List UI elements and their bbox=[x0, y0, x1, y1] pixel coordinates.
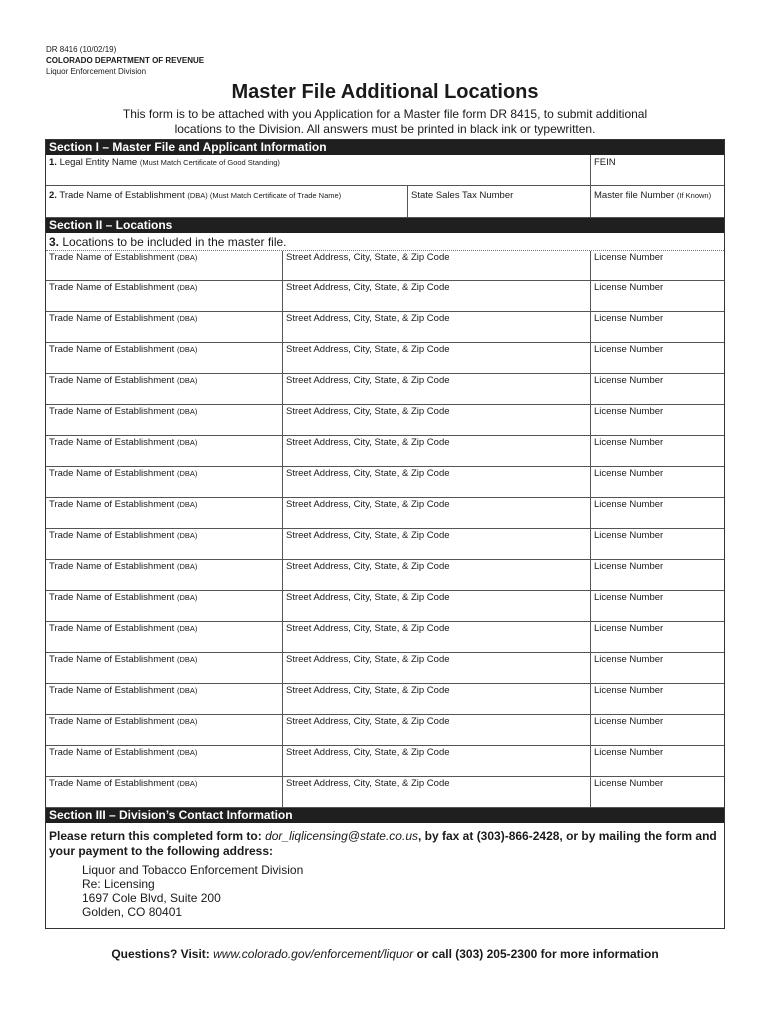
license-number-cell[interactable] bbox=[591, 251, 724, 281]
trade-name-label: Trade Name of Establishment bbox=[59, 190, 185, 201]
contact-instructions bbox=[49, 829, 719, 859]
license-number-cell[interactable] bbox=[591, 374, 724, 404]
table-row bbox=[46, 715, 724, 746]
license-number-col-label: License Number bbox=[594, 468, 664, 479]
intro-line-2: locations to the Division. All answers must be printed in black ink or typewritten. bbox=[174, 122, 596, 136]
fein-label: FEIN bbox=[594, 157, 616, 168]
section-3-header: Section III – Division’s Contact Information bbox=[46, 808, 724, 823]
street-address-cell[interactable] bbox=[283, 591, 591, 621]
trade-name-note: (DBA) (Must Match Certificate of Trade Name) bbox=[187, 191, 342, 200]
department-name: COLORADO DEPARTMENT OF REVENUE bbox=[46, 56, 205, 65]
license-number-col-label: License Number bbox=[594, 437, 664, 448]
trade-name-col-note: (DBA) bbox=[176, 655, 198, 664]
address-line-4: Golden, CO 80401 bbox=[82, 905, 183, 919]
fein-field[interactable] bbox=[591, 155, 724, 186]
trade-name-col-label: Trade Name of Establishment bbox=[49, 344, 175, 355]
license-number-col-label: License Number bbox=[594, 778, 664, 789]
trade-name-col-label: Trade Name of Establishment bbox=[49, 747, 175, 758]
trade-name-col-label: Trade Name of Establishment bbox=[49, 530, 175, 541]
license-number-cell[interactable] bbox=[591, 467, 724, 497]
footer-lead: Questions? Visit: bbox=[111, 947, 210, 961]
legal-entity-name-field[interactable] bbox=[46, 155, 591, 186]
trade-name-col-note: (DBA) bbox=[176, 407, 198, 416]
license-number-col-label: License Number bbox=[594, 375, 664, 386]
street-address-cell[interactable] bbox=[283, 746, 591, 776]
trade-name-col-label: Trade Name of Establishment bbox=[49, 406, 175, 417]
intro-line-1: This form is to be attached with you Application for a Master file form DR 8415, to submit additional bbox=[122, 107, 648, 121]
section-2-header: Section II – Locations bbox=[46, 218, 724, 233]
license-number-cell[interactable] bbox=[591, 343, 724, 373]
trade-name-col-label: Trade Name of Establishment bbox=[49, 685, 175, 696]
trade-name-col-label: Trade Name of Establishment bbox=[49, 716, 175, 727]
trade-name-col-label: Trade Name of Establishment bbox=[49, 561, 175, 572]
trade-name-col-note: (DBA) bbox=[176, 717, 198, 726]
street-address-cell[interactable] bbox=[283, 251, 591, 281]
trade-name-cell[interactable] bbox=[46, 746, 283, 776]
table-row bbox=[46, 467, 724, 498]
address-line-3: 1697 Cole Blvd, Suite 200 bbox=[82, 891, 221, 905]
street-address-col-label: Street Address, City, State, & Zip Code bbox=[286, 716, 450, 727]
trade-name-field[interactable] bbox=[46, 186, 408, 218]
street-address-col-label: Street Address, City, State, & Zip Code bbox=[286, 778, 450, 789]
trade-name-cell[interactable] bbox=[46, 312, 283, 342]
table-row bbox=[46, 498, 724, 529]
trade-name-cell[interactable] bbox=[46, 498, 283, 528]
trade-name-cell[interactable] bbox=[46, 281, 283, 311]
mailing-address bbox=[82, 863, 303, 919]
master-file-number-label: Master file Number bbox=[594, 190, 675, 201]
trade-name-col-note: (DBA) bbox=[176, 624, 198, 633]
license-number-cell[interactable] bbox=[591, 405, 724, 435]
trade-name-cell[interactable] bbox=[46, 684, 283, 714]
trade-name-col-note: (DBA) bbox=[176, 345, 198, 354]
street-address-cell[interactable] bbox=[283, 343, 591, 373]
trade-name-cell[interactable] bbox=[46, 467, 283, 497]
license-number-cell[interactable] bbox=[591, 746, 724, 776]
street-address-cell[interactable] bbox=[283, 715, 591, 745]
address-line-2: Re: Licensing bbox=[82, 877, 155, 891]
street-address-col-label: Street Address, City, State, & Zip Code bbox=[286, 654, 450, 665]
table-row bbox=[46, 405, 724, 436]
address-line-1: Liquor and Tobacco Enforcement Division bbox=[82, 863, 304, 877]
footer-rest: or call (303) 205-2300 for more information bbox=[416, 947, 659, 961]
license-number-col-label: License Number bbox=[594, 623, 664, 634]
license-number-col-label: License Number bbox=[594, 592, 664, 603]
contact-lead: Please return this completed form to: bbox=[49, 829, 262, 843]
trade-name-col-note: (DBA) bbox=[176, 438, 198, 447]
trade-name-cell[interactable] bbox=[46, 436, 283, 466]
trade-name-col-note: (DBA) bbox=[176, 593, 198, 602]
table-row bbox=[46, 343, 724, 374]
street-address-col-label: Street Address, City, State, & Zip Code bbox=[286, 561, 450, 572]
footer bbox=[0, 947, 770, 962]
field-2-number: 2. bbox=[49, 190, 57, 201]
table-row bbox=[46, 436, 724, 467]
trade-name-col-label: Trade Name of Establishment bbox=[49, 778, 175, 789]
license-number-cell[interactable] bbox=[591, 436, 724, 466]
trade-name-col-label: Trade Name of Establishment bbox=[49, 623, 175, 634]
trade-name-col-note: (DBA) bbox=[176, 469, 198, 478]
license-number-cell[interactable] bbox=[591, 591, 724, 621]
trade-name-col-note: (DBA) bbox=[176, 253, 198, 262]
trade-name-cell[interactable] bbox=[46, 343, 283, 373]
master-file-number-note: (If Known) bbox=[676, 191, 712, 200]
legal-entity-name-label: Legal Entity Name bbox=[59, 157, 138, 168]
table-row bbox=[46, 560, 724, 591]
trade-name-cell[interactable] bbox=[46, 529, 283, 559]
license-number-col-label: License Number bbox=[594, 561, 664, 572]
street-address-col-label: Street Address, City, State, & Zip Code bbox=[286, 437, 450, 448]
license-number-col-label: License Number bbox=[594, 282, 664, 293]
trade-name-col-label: Trade Name of Establishment bbox=[49, 437, 175, 448]
state-sales-tax-label: State Sales Tax Number bbox=[411, 190, 514, 201]
trade-name-col-label: Trade Name of Establishment bbox=[49, 468, 175, 479]
legal-entity-name-note: (Must Match Certificate of Good Standing) bbox=[139, 158, 280, 167]
field-1-number: 1. bbox=[49, 157, 57, 168]
street-address-cell[interactable] bbox=[283, 653, 591, 683]
license-number-cell[interactable] bbox=[591, 715, 724, 745]
street-address-cell[interactable] bbox=[283, 374, 591, 404]
locations-heading-number: 3. bbox=[49, 235, 60, 249]
table-row bbox=[46, 746, 724, 777]
trade-name-col-note: (DBA) bbox=[176, 531, 198, 540]
license-number-col-label: License Number bbox=[594, 685, 664, 696]
table-row bbox=[46, 250, 724, 281]
form-id: DR 8416 (10/02/19) bbox=[46, 45, 117, 54]
table-row bbox=[46, 622, 724, 653]
street-address-cell[interactable] bbox=[283, 405, 591, 435]
trade-name-cell[interactable] bbox=[46, 405, 283, 435]
license-number-col-label: License Number bbox=[594, 406, 664, 417]
trade-name-col-label: Trade Name of Establishment bbox=[49, 654, 175, 665]
form-header bbox=[46, 44, 204, 77]
license-number-cell[interactable] bbox=[591, 560, 724, 590]
trade-name-col-note: (DBA) bbox=[176, 562, 198, 571]
street-address-col-label: Street Address, City, State, & Zip Code bbox=[286, 313, 450, 324]
trade-name-col-label: Trade Name of Establishment bbox=[49, 499, 175, 510]
license-number-cell[interactable] bbox=[591, 281, 724, 311]
page-title: Master File Additional Locations bbox=[231, 81, 539, 103]
table-row bbox=[46, 684, 724, 715]
trade-name-cell[interactable] bbox=[46, 560, 283, 590]
street-address-col-label: Street Address, City, State, & Zip Code bbox=[286, 252, 450, 263]
table-row bbox=[46, 374, 724, 405]
license-number-cell[interactable] bbox=[591, 684, 724, 714]
master-file-number-field[interactable] bbox=[591, 186, 724, 218]
state-sales-tax-field[interactable] bbox=[408, 186, 591, 218]
street-address-col-label: Street Address, City, State, & Zip Code bbox=[286, 406, 450, 417]
street-address-col-label: Street Address, City, State, & Zip Code bbox=[286, 623, 450, 634]
street-address-col-label: Street Address, City, State, & Zip Code bbox=[286, 344, 450, 355]
footer-url-link[interactable]: www.colorado.gov/enforcement/liquor bbox=[213, 947, 414, 961]
license-number-cell[interactable] bbox=[591, 529, 724, 559]
trade-name-col-label: Trade Name of Establishment bbox=[49, 375, 175, 386]
license-number-col-label: License Number bbox=[594, 654, 664, 665]
street-address-col-label: Street Address, City, State, & Zip Code bbox=[286, 592, 450, 603]
trade-name-cell[interactable] bbox=[46, 374, 283, 404]
street-address-col-label: Street Address, City, State, & Zip Code bbox=[286, 499, 450, 510]
license-number-cell[interactable] bbox=[591, 622, 724, 652]
license-number-col-label: License Number bbox=[594, 747, 664, 758]
form-frame bbox=[45, 139, 725, 929]
license-number-cell[interactable] bbox=[591, 777, 724, 807]
trade-name-col-label: Trade Name of Establishment bbox=[49, 282, 175, 293]
license-number-col-label: License Number bbox=[594, 344, 664, 355]
street-address-cell[interactable] bbox=[283, 684, 591, 714]
trade-name-cell[interactable] bbox=[46, 251, 283, 281]
street-address-cell[interactable] bbox=[283, 498, 591, 528]
license-number-col-label: License Number bbox=[594, 313, 664, 324]
street-address-col-label: Street Address, City, State, & Zip Code bbox=[286, 530, 450, 541]
trade-name-cell[interactable] bbox=[46, 622, 283, 652]
table-row bbox=[46, 312, 724, 343]
contact-email-link[interactable]: dor_liqlicensing@state.co.us bbox=[265, 829, 418, 843]
table-row bbox=[46, 529, 724, 560]
trade-name-col-label: Trade Name of Establishment bbox=[49, 592, 175, 603]
trade-name-cell[interactable] bbox=[46, 591, 283, 621]
trade-name-col-label: Trade Name of Establishment bbox=[49, 313, 175, 324]
license-number-cell[interactable] bbox=[591, 653, 724, 683]
license-number-col-label: License Number bbox=[594, 530, 664, 541]
trade-name-col-note: (DBA) bbox=[176, 376, 198, 385]
trade-name-col-note: (DBA) bbox=[176, 314, 198, 323]
street-address-cell[interactable] bbox=[283, 436, 591, 466]
intro-text bbox=[90, 107, 680, 137]
table-row bbox=[46, 653, 724, 684]
street-address-cell[interactable] bbox=[283, 281, 591, 311]
street-address-cell[interactable] bbox=[283, 467, 591, 497]
trade-name-cell[interactable] bbox=[46, 653, 283, 683]
section-1-header: Section I – Master File and Applicant Information bbox=[46, 140, 724, 155]
trade-name-col-note: (DBA) bbox=[176, 748, 198, 757]
street-address-col-label: Street Address, City, State, & Zip Code bbox=[286, 685, 450, 696]
locations-heading bbox=[49, 236, 287, 249]
contact-rest: , by fax at (303)-866-2428, or by mailing the form and your payment to the following address: bbox=[49, 829, 717, 858]
trade-name-col-note: (DBA) bbox=[176, 283, 198, 292]
street-address-col-label: Street Address, City, State, & Zip Code bbox=[286, 375, 450, 386]
trade-name-col-note: (DBA) bbox=[176, 500, 198, 509]
table-row bbox=[46, 281, 724, 312]
table-row bbox=[46, 777, 724, 808]
license-number-col-label: License Number bbox=[594, 716, 664, 727]
license-number-cell[interactable] bbox=[591, 498, 724, 528]
trade-name-col-label: Trade Name of Establishment bbox=[49, 252, 175, 263]
street-address-cell[interactable] bbox=[283, 777, 591, 807]
street-address-col-label: Street Address, City, State, & Zip Code bbox=[286, 468, 450, 479]
locations-heading-text: Locations to be included in the master file. bbox=[62, 235, 287, 249]
trade-name-cell[interactable] bbox=[46, 715, 283, 745]
street-address-cell[interactable] bbox=[283, 622, 591, 652]
license-number-col-label: License Number bbox=[594, 499, 664, 510]
trade-name-col-note: (DBA) bbox=[176, 686, 198, 695]
street-address-cell[interactable] bbox=[283, 560, 591, 590]
street-address-cell[interactable] bbox=[283, 529, 591, 559]
street-address-col-label: Street Address, City, State, & Zip Code bbox=[286, 282, 450, 293]
trade-name-cell[interactable] bbox=[46, 777, 283, 807]
street-address-cell[interactable] bbox=[283, 312, 591, 342]
street-address-col-label: Street Address, City, State, & Zip Code bbox=[286, 747, 450, 758]
table-row bbox=[46, 591, 724, 622]
license-number-cell[interactable] bbox=[591, 312, 724, 342]
division-name: Liquor Enforcement Division bbox=[46, 67, 147, 76]
trade-name-col-note: (DBA) bbox=[176, 779, 198, 788]
license-number-col-label: License Number bbox=[594, 252, 664, 263]
